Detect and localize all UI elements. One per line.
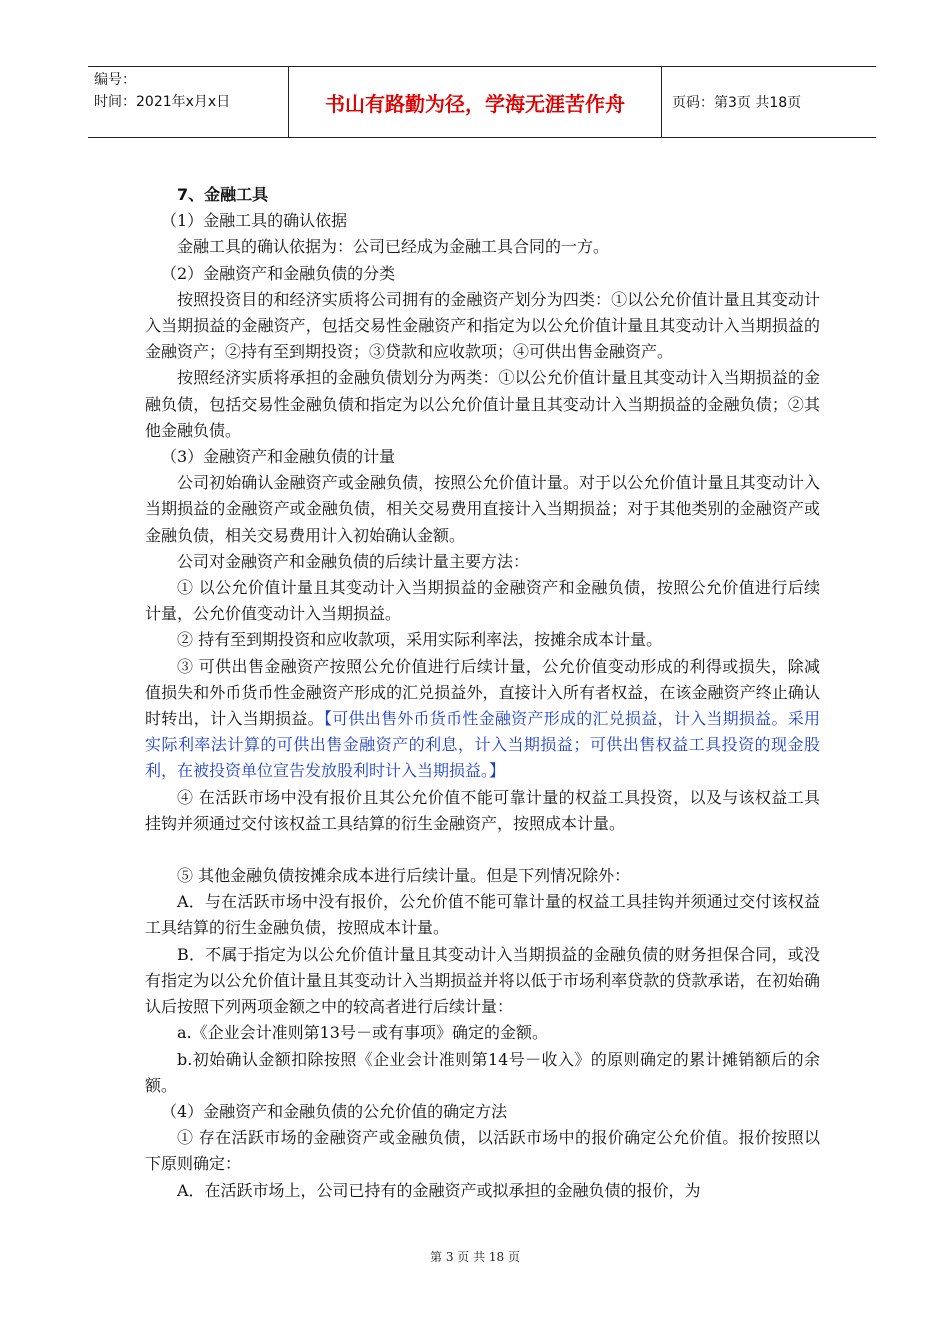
subheading-measurement: （3）金融资产和金融负债的计量 <box>161 447 396 467</box>
paragraph: 按照经济实质将承担的金融负债划分为两类：①以公允价值计量且其变动计入当期损益的金融负债，包括交易性金融负债和指定为以公允价值计量且其变动计入当期损益的金融负债；②其他金融负债。 <box>145 368 820 440</box>
paragraph: A．与在活跃市场中没有报价，公允价值不能可靠计量的权益工具挂钩并须通过交付该权益工具结算的衍生金融负债，按照成本计量。 <box>145 892 820 938</box>
paragraph: ⑤ 其他金融负债按摊余成本进行后续计量。但是下列情况除外： <box>177 866 631 886</box>
paragraph <box>145 654 820 785</box>
paragraph: ② 持有至到期投资和应收款项，采用实际利率法，按摊余成本计量。 <box>177 630 663 650</box>
paragraph: 公司对金融资产和金融负债的后续计量主要方法： <box>177 551 530 571</box>
paragraph-main-text: ③ 可供出售金融资产按照公允价值进行后续计量，公允价值变动形成的利得或损失，除减值损失和外币货币性金融资产形成的汇兑损益外，直接计入所有者权益，在该金融资产终止确认时转出，计入当期损益。 <box>145 656 820 729</box>
header-page-number: 页码：第3页 共18页 <box>672 95 802 111</box>
page-footer: 第 3 页 共 18 页 <box>430 1250 520 1264</box>
paragraph: b.初始确认金额扣除按照《企业会计准则第14号－收入》的原则确定的累计摊销额后的余额。 <box>145 1049 820 1095</box>
subheading-fair-value: （4）金融资产和金融负债的公允价值的确定方法 <box>161 1101 508 1121</box>
subheading-recognition: （1）金融工具的确认依据 <box>161 211 348 231</box>
page-header <box>88 66 876 138</box>
header-motto: 书山有路勤为径，学海无涯苦作舟 <box>288 67 662 137</box>
document-number-label: 编号： <box>94 72 136 88</box>
paragraph: B．不属于指定为以公允价值计量且其变动计入当期损益的金融负债的财务担保合同，或没有指定为以公允价值计量且其变动计入当期损益并将以低于市场利率贷款的贷款承诺，在初始确认后按照下列两项金额之中的较高者进行后续计量： <box>145 944 820 1017</box>
header-info <box>88 67 288 137</box>
paragraph: A．在活跃市场上，公司已持有的金融资产或拟承担的金融负债的报价，为 <box>177 1180 701 1200</box>
blank-line <box>145 837 820 863</box>
section-title: 7、金融工具 <box>177 185 269 204</box>
paragraph: ④ 在活跃市场中没有报价且其公允价值不能可靠计量的权益工具投资，以及与该权益工具挂钩并须通过交付该权益工具结算的衍生金融资产，按照成本计量。 <box>145 787 820 833</box>
paragraph: ① 存在活跃市场的金融资产或金融负债，以活跃市场中的报价确定公允价值。报价按照以下原则确定： <box>145 1128 820 1174</box>
paragraph: a.《企业会计准则第13号－或有事项》确定的金额。 <box>177 1023 548 1043</box>
highlighted-note: 【可供出售外币货币性金融资产形成的汇兑损益，计入当期损益。采用实际利率法计算的可供出售金融资产的利息，计入当期损益；可供出售权益工具投资的现金股利，在被投资单位宣告发放股利时计入当期损益。】 <box>145 709 820 781</box>
paragraph: 按照投资目的和经济实质将公司拥有的金融资产划分为四类：①以公允价值计量且其变动计入当期损益的金融资产，包括交易性金融资产和指定为以公允价值计量且其变动计入当期损益的金融资产；②持有至到期投资；③贷款和应收款项；④可供出售金融资产。 <box>145 289 820 362</box>
paragraph: 金融工具的确认依据为：公司已经成为金融工具合同的一方。 <box>177 237 610 257</box>
paragraph: ① 以公允价值计量且其变动计入当期损益的金融资产和金融负债，按照公允价值进行后续计量，公允价值变动计入当期损益。 <box>145 578 820 624</box>
document-body <box>145 182 820 1204</box>
document-time-label: 时间：2021年x月x日 <box>94 94 231 110</box>
paragraph: 公司初始确认金融资产或金融负债，按照公允价值计量。对于以公允价值计量且其变动计入当期损益的金融资产或金融负债，相关交易费用直接计入当期损益；对于其他类别的金融资产或金融负债，相关交易费用计入初始确认金额。 <box>145 473 820 545</box>
subheading-classification: （2）金融资产和金融负债的分类 <box>161 263 396 283</box>
